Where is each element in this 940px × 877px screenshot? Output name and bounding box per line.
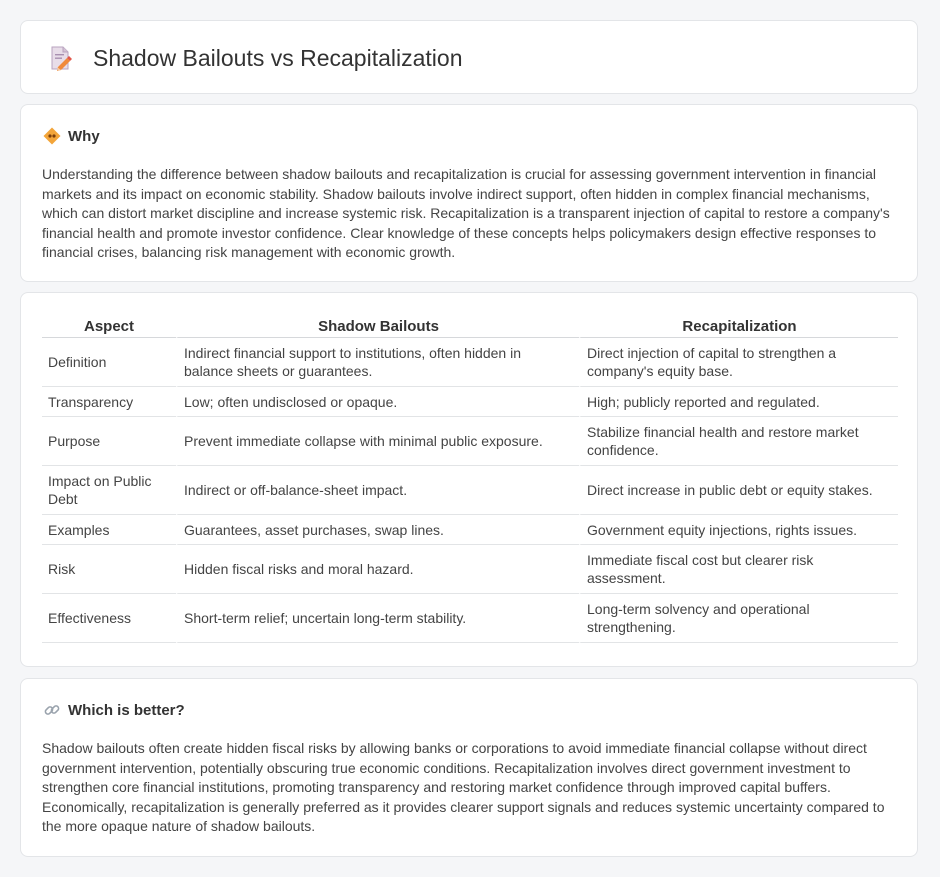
comparison-table xyxy=(42,315,898,643)
table-row xyxy=(42,417,898,466)
which-better-card xyxy=(20,678,918,857)
table-row xyxy=(42,338,898,387)
row-aspect: Impact on Public Debt xyxy=(42,466,176,515)
row-shadow-bailouts: Indirect or off-balance-sheet impact. xyxy=(176,466,579,515)
header-aspect: Aspect xyxy=(42,315,176,338)
row-aspect: Purpose xyxy=(42,417,176,466)
row-recapitalization: Immediate fiscal cost but clearer risk assessment. xyxy=(579,545,898,594)
link-icon xyxy=(43,701,61,719)
row-shadow-bailouts: Hidden fiscal risks and moral hazard. xyxy=(176,545,579,594)
why-body: Understanding the difference between shadow bailouts and recapitalization is crucial for assessing government intervention in financial markets and its impact on economic stability. Shadow bailouts involve indirect support, often hidden in complex financial mechanisms, which can distort market discipline and increase systemic risk. Recapitalization is a transparent injection of capital to restore a company's financial health and promote investor confidence. Clear knowledge of these concepts helps policymakers design effective responses to financial crises, balancing risk management with economic growth. xyxy=(42,166,890,260)
table-row xyxy=(42,545,898,594)
why-heading: Why xyxy=(68,127,100,145)
comparison-card xyxy=(20,292,918,667)
row-recapitalization: Long-term solvency and operational strengthening. xyxy=(579,594,898,643)
diamond-sign-icon xyxy=(43,127,61,145)
row-aspect: Transparency xyxy=(42,387,176,417)
pencil-document-icon xyxy=(45,43,75,73)
header-shadow-bailouts: Shadow Bailouts xyxy=(176,315,579,338)
title-card xyxy=(20,20,918,94)
page-title: Shadow Bailouts vs Recapitalization xyxy=(93,44,463,71)
row-recapitalization: Stabilize financial health and restore market confidence. xyxy=(579,417,898,466)
row-aspect: Effectiveness xyxy=(42,594,176,643)
which-better-body: Shadow bailouts often create hidden fiscal risks by allowing banks or corporations to avoid immediate financial collapse without direct government intervention, potentially obscuring true economic conditions. Recapitalization involves direct government investment to strengthen core financial institutions, promoting transparency and restoring market confidence through improved capital buffers. Economically, recapitalization is generally preferred as it provides clearer support signals and reduces systemic uncertainty compared to the more opaque nature of shadow bailouts. xyxy=(42,740,885,834)
row-shadow-bailouts: Short-term relief; uncertain long-term stability. xyxy=(176,594,579,643)
table-header-row xyxy=(42,315,898,338)
row-shadow-bailouts: Prevent immediate collapse with minimal public exposure. xyxy=(176,417,579,466)
row-shadow-bailouts: Indirect financial support to institutions, often hidden in balance sheets or guarantees. xyxy=(176,338,579,387)
row-shadow-bailouts: Low; often undisclosed or opaque. xyxy=(176,387,579,417)
row-recapitalization: Direct increase in public debt or equity stakes. xyxy=(579,466,898,515)
table-row xyxy=(42,594,898,643)
row-recapitalization: High; publicly reported and regulated. xyxy=(579,387,898,417)
table-row xyxy=(42,515,898,545)
row-recapitalization: Government equity injections, rights issues. xyxy=(579,515,898,545)
table-row xyxy=(42,466,898,515)
row-recapitalization: Direct injection of capital to strengthen a company's equity base. xyxy=(579,338,898,387)
table-row xyxy=(42,387,898,417)
row-aspect: Definition xyxy=(42,338,176,387)
row-shadow-bailouts: Guarantees, asset purchases, swap lines. xyxy=(176,515,579,545)
why-card xyxy=(20,104,918,282)
which-better-heading: Which is better? xyxy=(68,701,185,719)
row-aspect: Risk xyxy=(42,545,176,594)
row-aspect: Examples xyxy=(42,515,176,545)
header-recapitalization: Recapitalization xyxy=(579,315,898,338)
